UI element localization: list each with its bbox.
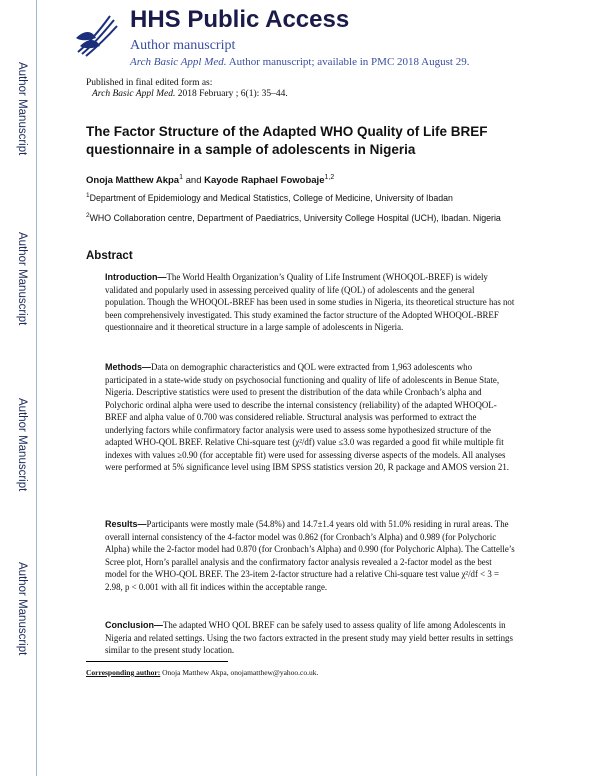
author-list (86, 174, 334, 186)
abstract-methods (105, 361, 515, 474)
publication-citation (86, 89, 288, 100)
abstract-heading: Abstract (86, 250, 133, 262)
publication-label: Published in final edited form as: (86, 78, 213, 88)
author-manuscript-sidebar (0, 0, 37, 776)
section-label: Results— (105, 519, 147, 529)
sidebar-label: Author Manuscript (16, 398, 28, 492)
section-label: Methods— (105, 362, 151, 372)
header-title: HHS Public Access (130, 6, 350, 33)
affiliation-text: WHO Collaboration centre, Department of Paediatrics, University College Hospital (UCH), Ibadan. Nigeria (89, 212, 501, 223)
section-label: Introduction— (105, 272, 167, 282)
abstract-conclusion (105, 619, 515, 657)
affiliation (86, 190, 506, 204)
affiliation-text: Department of Epidemiology and Medical Statistics, College of Medicine, University of Ibadan (89, 192, 453, 203)
author-affiliation-marker: 1 (179, 174, 183, 181)
sidebar-label: Author Manuscript (16, 232, 28, 326)
publication-journal: Arch Basic Appl Med. (92, 89, 176, 99)
publication-citation-text: 2018 February ; 6(1): 35–44. (177, 89, 288, 99)
affiliation-marker: 1 (86, 192, 90, 199)
author-name: Kayode Raphael Fowobaje (204, 175, 325, 187)
corresponding-author-text: Onoja Matthew Akpa, onojamatthew@yahoo.co.uk. (162, 668, 319, 677)
affiliation-marker: 2 (86, 212, 90, 219)
header-journal: Arch Basic Appl Med. (130, 56, 227, 68)
header-availability (130, 56, 469, 68)
affiliation (86, 210, 506, 224)
author-separator: and (185, 175, 202, 187)
sidebar-label: Author Manuscript (16, 62, 28, 156)
article-title: The Factor Structure of the Adapted WHO Quality of Life BREF questionnaire in a sample of adolescents in Nigeria (86, 124, 488, 157)
corresponding-author (86, 668, 318, 677)
section-text: Data on demographic characteristics and QOL were extracted from 1,963 adolescents who participated in a state-wide study on psychosocial functioning and quality of life of adolescents in Benue State, Nigeria. Descriptive statistics were used to present the distribution of the data while Cronbach’s alpha and Polychoric ordinal alpha were used to describe the internal consistency (reliability) of the adapted WHOQOL-BREF and alpha value of 0.700 was considered reliable. Structural analysis was performed to extract the underlying factors while confirmatory factor analysis were used to assess some hypothesized structure of the adapted WHO-QOL BREF. Relative Chi-square test (χ²/df) value ≤3.0 was regarded a good fit while multiple fit indexes with values ≥0.90 (for acceptable fit) were used for assessing diverse aspects of the models. All analyses were performed at 5% significance level using IBM SPSS statistics version 20, R package and AMOS version 21. (105, 362, 509, 472)
sidebar-label: Author Manuscript (16, 562, 28, 656)
header-availability-text: Author manuscript; available in PMC 2018 August 29. (228, 56, 470, 68)
publication-info (86, 78, 288, 100)
abstract-introduction (105, 271, 515, 334)
section-label: Conclusion— (105, 620, 163, 630)
section-text: Participants were mostly male (54.8%) and 14.7±1.4 years old with 51.0% residing in rural areas. The overall internal consistency of the 4-factor model was 0.862 (for Cronbach’s Alpha) and 0.989 (for Polychoric Alpha) while the 2-factor model had 0.870 (for Cronbach’s Alpha) and 0.990 (for Polychoric Alpha). The Cattelle’s Scree plot, Horn’s parallel analysis and the confirmatory factor analysis revealed a 2-factor model as the best model for the WHO-QOL BREF. The 23-item 2-factor structure had a relative Chi-square test value χ²/df < 3 = 2.98, p < 0.001 with all fit indices within the acceptable range. (105, 519, 515, 592)
header-subtitle: Author manuscript (130, 38, 236, 53)
footnote-divider (86, 661, 228, 662)
section-text: The adapted WHO QOL BREF can be safely used to assess quality of life among Adolescents in Nigeria and related settings. Using the two factors extracted in the present study may yield better results in settings similar to the present study location. (105, 620, 513, 655)
abstract-results (105, 518, 515, 593)
section-text: The World Health Organization’s Quality of Life Instrument (WHOQOL-BREF) is widely validated and popularly used in assessing perceived quality of life (QOL) of adolescents and the general population. Though the WHOQOL-BREF has been used in some studies in Nigeria, its theoretical structure has not been comprehensively investigated. This study examined the factor structure of the Adopted WHOQOL-BREF questionnaire and it theoretical structure in a large sample of adolescents in Nigeria. (105, 272, 515, 332)
hhs-eagle-logo-icon (70, 8, 122, 60)
corresponding-author-label: Corresponding author: (86, 668, 161, 677)
author-name: Onoja Matthew Akpa (86, 175, 180, 187)
author-affiliation-marker: 1,2 (324, 174, 335, 181)
